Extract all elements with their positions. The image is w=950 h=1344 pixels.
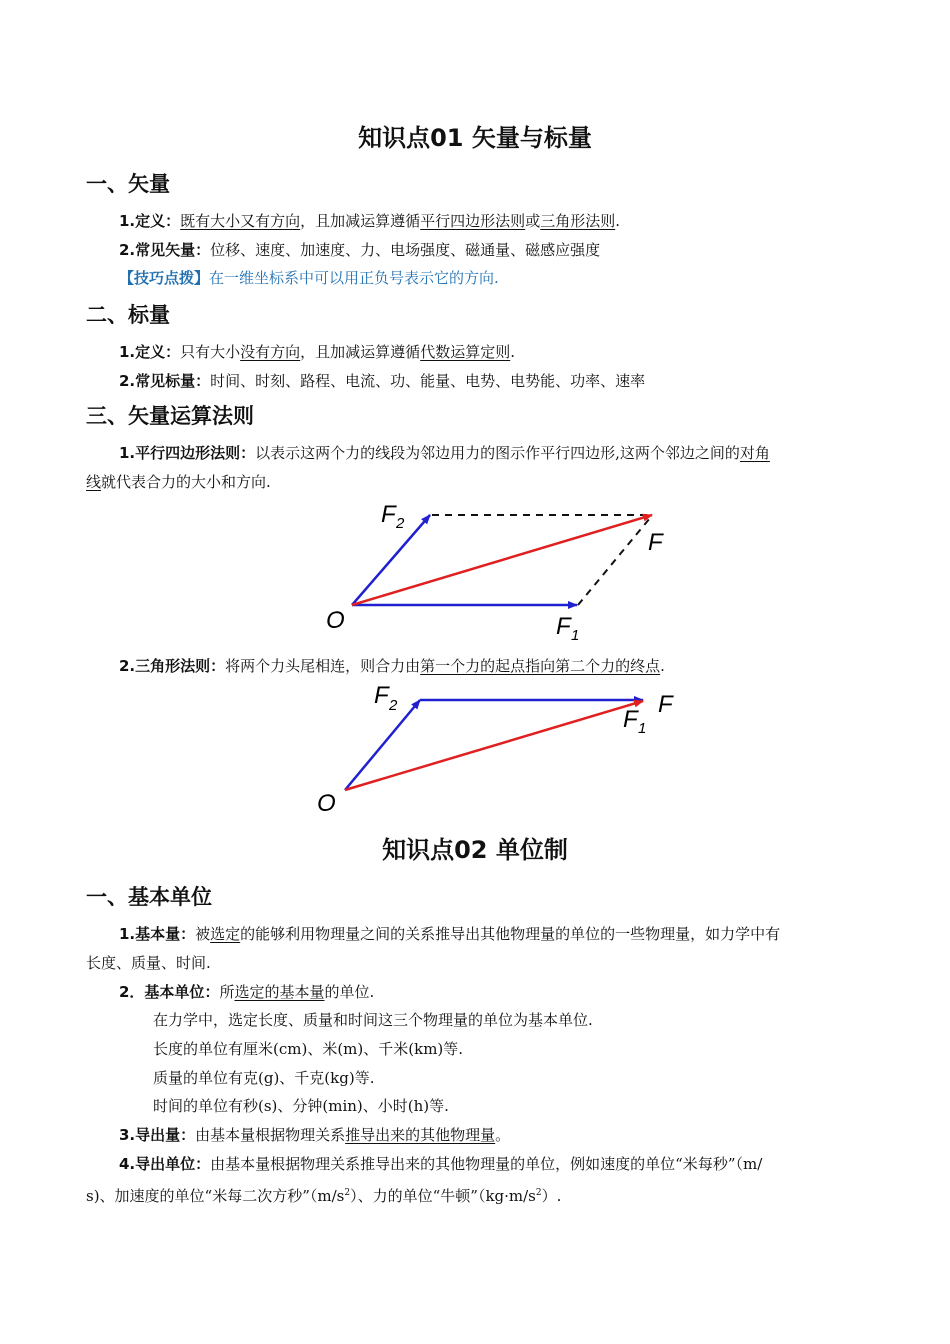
label-f2: F — [381, 501, 396, 528]
page-title-units: 知识点02 单位制 — [382, 836, 568, 864]
scalar-definition: 1.定义：只有大小没有方向，且加减运算遵循代数运算定则. — [119, 343, 515, 361]
label-f: F — [648, 529, 663, 556]
tri-label-f: F — [658, 691, 673, 718]
section-heading-vector: 一、矢量 — [86, 172, 170, 196]
derived-unit: 4.导出单位：由基本量根据物理关系推导出来的其他物理量的单位，例如速度的单位“米每秒”（m/ — [119, 1155, 763, 1173]
tri-resultant-arrow — [345, 701, 643, 790]
section-heading-vector-rules: 三、矢量运算法则 — [86, 404, 254, 428]
label-f2-sub: 2 — [396, 515, 405, 532]
base-quantity: 1.基本量：被选定的能够利用物理量之间的关系推导出其他物理量的单位的一些物理量，如力学中有 — [119, 925, 781, 943]
tri-label-f1: F — [623, 706, 638, 733]
mechanics-base-units: 在力学中，选定长度、质量和时间这三个物理量的单位为基本单位. — [153, 1011, 593, 1029]
label-f1: F — [556, 613, 571, 640]
base-quantity-cont: 长度、质量、时间. — [86, 954, 211, 972]
derived-unit-cont: s)、加速度的单位“米每二次方秒$”(m/s^2)$、力的单位“牛顿$”(kg\cdot m/s^2)$. — [86, 1187, 562, 1205]
vector-definition: 1.定义：既有大小又有方向，且加减运算遵循平行四边形法则或三角形法则. — [119, 212, 620, 230]
tri-label-f1-sub: 1 — [638, 720, 647, 737]
time-units: 时间的单位有秒(s)、分钟(min)、小时(h)等. — [153, 1097, 449, 1115]
parallelogram-rule-cont: 线就代表合力的大小和方向. — [86, 473, 271, 491]
common-scalars: 2.常见标量：时间、时刻、路程、电流、功、能量、电势、电势能、功率、速率 — [119, 372, 646, 390]
label-o: O — [326, 607, 345, 634]
triangle-rule: 2.三角形法则：将两个力头尾相连，则合力由第一个力的起点指向第二个力的终点. — [119, 657, 665, 675]
derived-quantity: 3.导出量：由基本量根据物理关系推导出来的其他物理量。 — [119, 1126, 511, 1144]
section-heading-base-units: 一、基本单位 — [86, 885, 212, 909]
base-unit: 2．基本单位：所选定的基本量的单位. — [119, 983, 375, 1001]
common-vectors: 2.常见矢量：位移、速度、加速度、力、电场强度、磁通量、磁感应强度 — [119, 241, 601, 259]
tip-note: 【技巧点拨】在一维坐标系中可以用正负号表示它的方向. — [119, 269, 499, 287]
tri-label-o: O — [317, 790, 336, 817]
tri-label-f2: F — [374, 682, 389, 709]
section-heading-scalar: 二、标量 — [86, 303, 170, 327]
tri-f2-arrow — [345, 700, 420, 790]
tri-label-f2-sub: 2 — [389, 697, 398, 714]
parallelogram-rule: 1.平行四边形法则：以表示这两个力的线段为邻边用力的图示作平行四边形,这两个邻边之间的对角 — [119, 444, 770, 462]
page-title: 知识点01 矢量与标量 — [358, 124, 592, 152]
mass-units: 质量的单位有克(g)、千克(kg)等. — [153, 1069, 375, 1087]
label-f1-sub: 1 — [571, 627, 580, 644]
length-units: 长度的单位有厘米(cm)、米(m)、千米(km)等. — [153, 1040, 464, 1058]
